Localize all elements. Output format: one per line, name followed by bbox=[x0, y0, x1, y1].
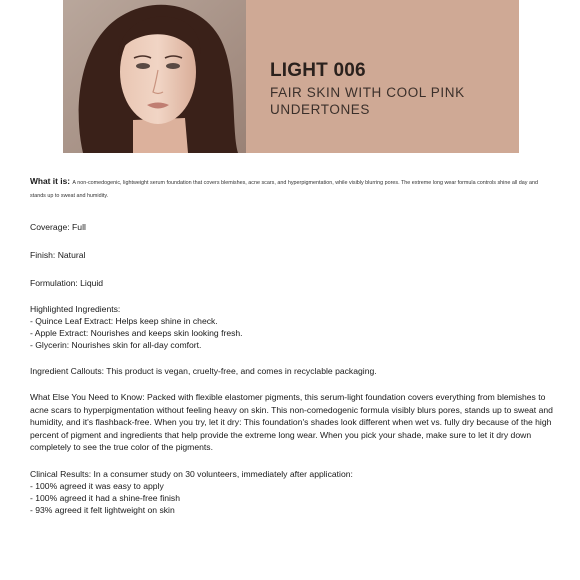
what-else-section: What Else You Need to Know: Packed with flexible elastomer pigments, this serum-light foundation covers everything from blemishes to acne scars to hyperpigmentation without feeling heavy on skin. This non-comedogenic formula visibly blurs pores, stands up to sweat and humidity, and it's flashback-free. When you try, let it dry: This foundation's shades look different when wet vs. fully dry because of the high percent of pigment and ingredients that help provide the extreme long wear. When you pick your shade, make sure to let it dry down completely to see the true color of the pigments. bbox=[30, 392, 553, 453]
list-item: - 93% agreed it felt lightweight on skin bbox=[30, 504, 175, 515]
list-item: - 100% agreed it had a shine-free finish bbox=[30, 492, 181, 503]
list-item: - 100% agreed it was easy to apply bbox=[30, 480, 164, 491]
what-it-is-section bbox=[30, 175, 555, 201]
shade-banner bbox=[63, 0, 519, 153]
product-details bbox=[30, 175, 555, 530]
list-item: - Glycerin: Nourishes skin for all-day comfort. bbox=[30, 340, 202, 350]
shade-description: FAIR SKIN WITH COOL PINK UNDERTONES bbox=[270, 85, 465, 117]
shade-name: LIGHT 006 bbox=[270, 60, 366, 81]
clinical-heading: Clinical Results: In a consumer study on 30 volunteers, immediately after application: bbox=[30, 468, 353, 479]
list-item: - Apple Extract: Nourishes and keeps skin looking fresh. bbox=[30, 328, 243, 338]
list-item: - Quince Leaf Extract: Helps keep shine in check. bbox=[30, 316, 218, 326]
ingredient-callouts: Ingredient Callouts: This product is vegan, cruelty-free, and comes in recyclable packaging. bbox=[30, 366, 377, 376]
ingredients-heading: Highlighted Ingredients: bbox=[30, 304, 121, 314]
ingredients-section bbox=[30, 303, 555, 351]
what-it-is-text: A non-comedogenic, lightweight serum foundation that covers blemishes, acne scars, and hyperpigmentation, while visibly blurring pores. The extreme long wear formula controls shine all day and stands up to sweat and humidity. bbox=[30, 180, 538, 199]
model-portrait-image bbox=[63, 0, 246, 153]
ingredients-list bbox=[30, 315, 555, 351]
coverage-attribute: Coverage: Full bbox=[30, 222, 86, 232]
clinical-results-section bbox=[30, 468, 555, 516]
clinical-list bbox=[30, 480, 555, 516]
finish-attribute: Finish: Natural bbox=[30, 250, 86, 260]
formulation-attribute: Formulation: Liquid bbox=[30, 278, 104, 288]
what-it-is-label: What it is: bbox=[30, 176, 71, 186]
